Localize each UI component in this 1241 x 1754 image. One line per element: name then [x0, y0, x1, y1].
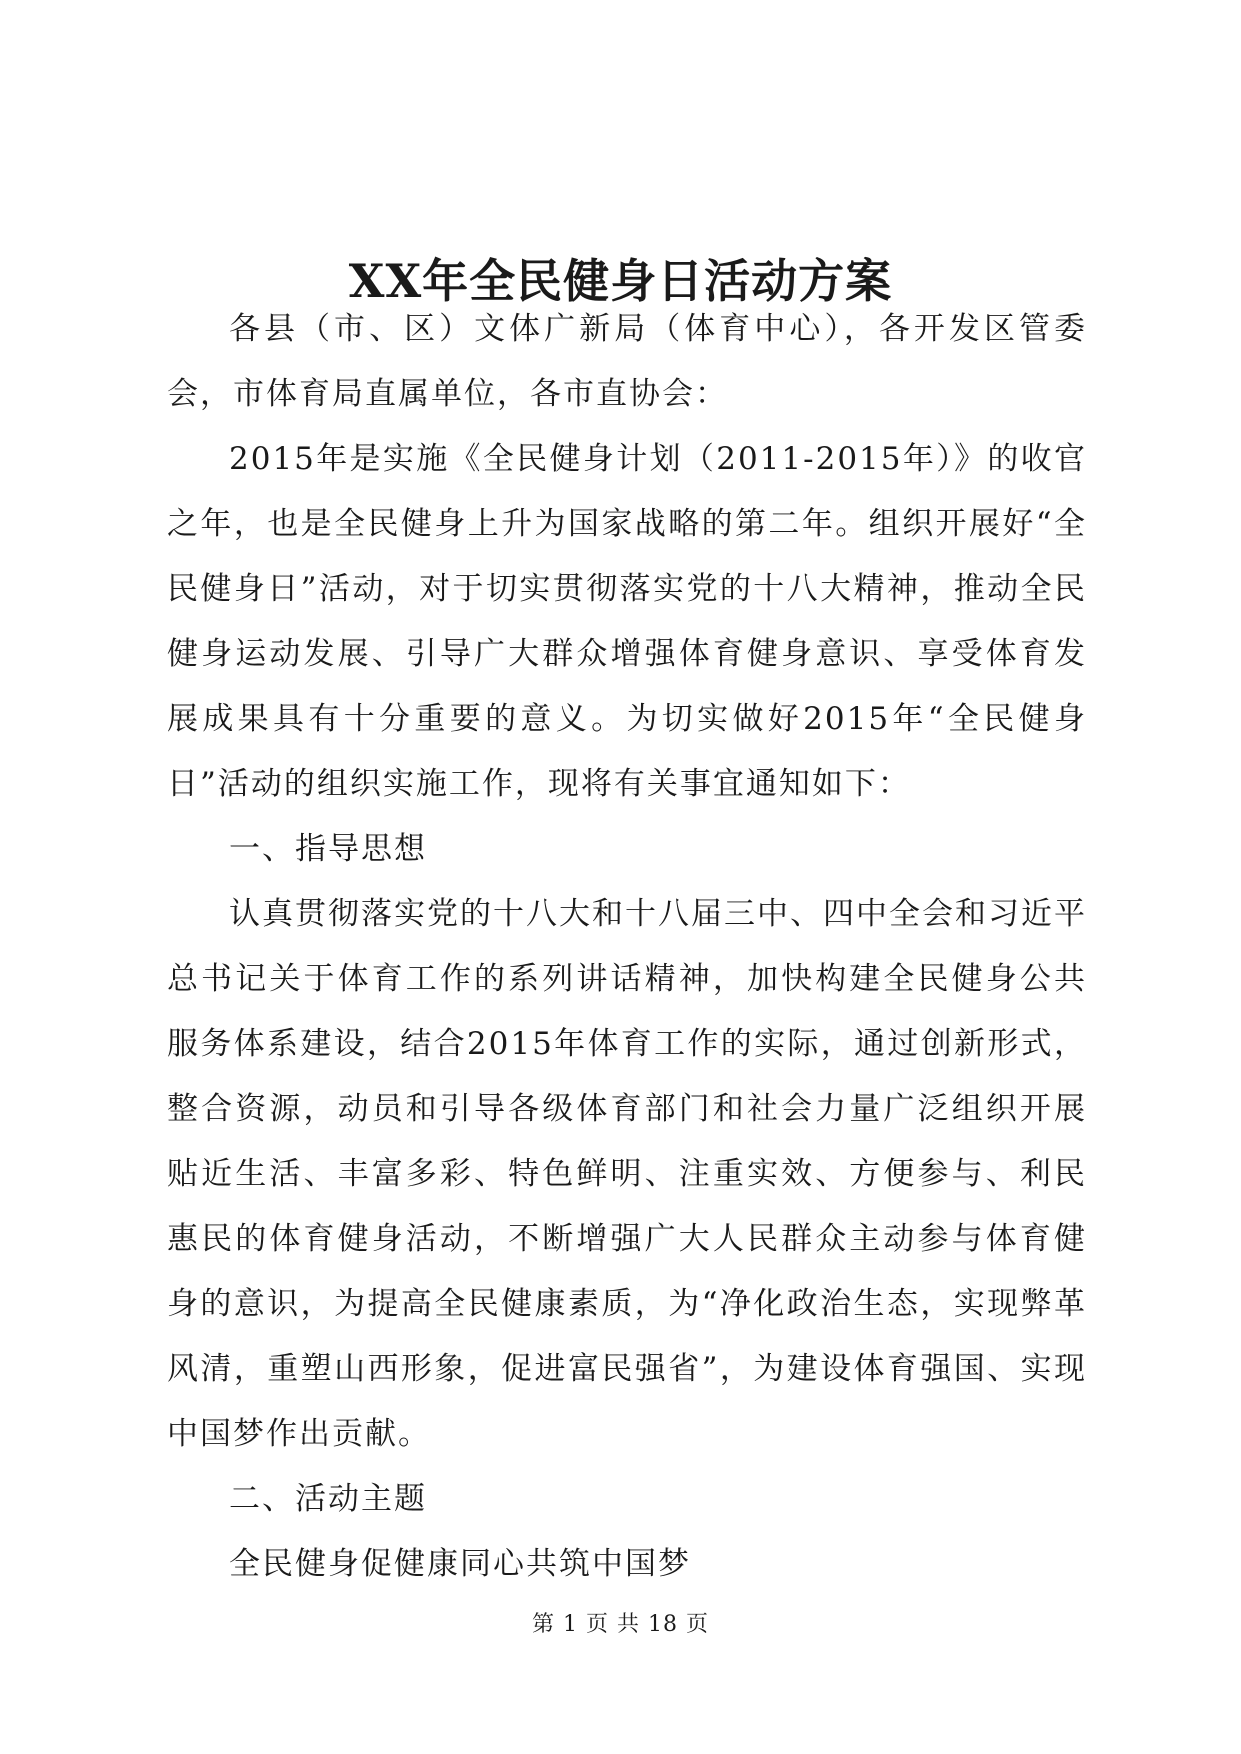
document-title: XX年全民健身日活动方案	[348, 253, 893, 308]
section-heading-activity-theme: 二、活动主题	[229, 1481, 427, 1517]
paragraph-recipients: 各县（市、区）文体广新局（体育中心），各开发区管委会，市体育局直属单位，各市直协会：	[167, 311, 1087, 412]
paragraph-guiding-thought: 认真贯彻落实党的十八大和十八届三中、四中全会和习近平总书记关于体育工作的系列讲话精神，加快构建全民健身公共服务体系建设，结合2015年体育工作的实际，通过创新形式，整合资源，动员和引导各级体育部门和社会力量广泛组织开展贴近生活、丰富多彩、特色鲜明、注重实效、方便参与、利民惠民的体育健身活动，不断增强广大人民群众主动参与体育健身的意识，为提高全民健康素质，为“净化政治生态，实现弊革风清，重塑山西形象，促进富民强省”，为建设体育强国、实现中国梦作出贡献。	[167, 896, 1087, 1452]
paragraph-intro: 2015年是实施《全民健身计划（2011-2015年）》的收官之年，也是全民健身上升为国家战略的第二年。组织开展好“全民健身日”活动，对于切实贯彻落实党的十八大精神，推动全民健身运动发展、引导广大群众增强体育健身意识、享受体育发展成果具有十分重要的意义。为切实做好2015年“全民健身日”活动的组织实施工作，现将有关事宜通知如下：	[167, 441, 1087, 802]
section-heading-guiding-thought: 一、指导思想	[229, 831, 427, 867]
page-footer: 第 1 页 共 18 页	[532, 1612, 709, 1637]
document-body	[167, 297, 1087, 1597]
paragraph-activity-theme: 全民健身促健康同心共筑中国梦	[229, 1546, 691, 1582]
